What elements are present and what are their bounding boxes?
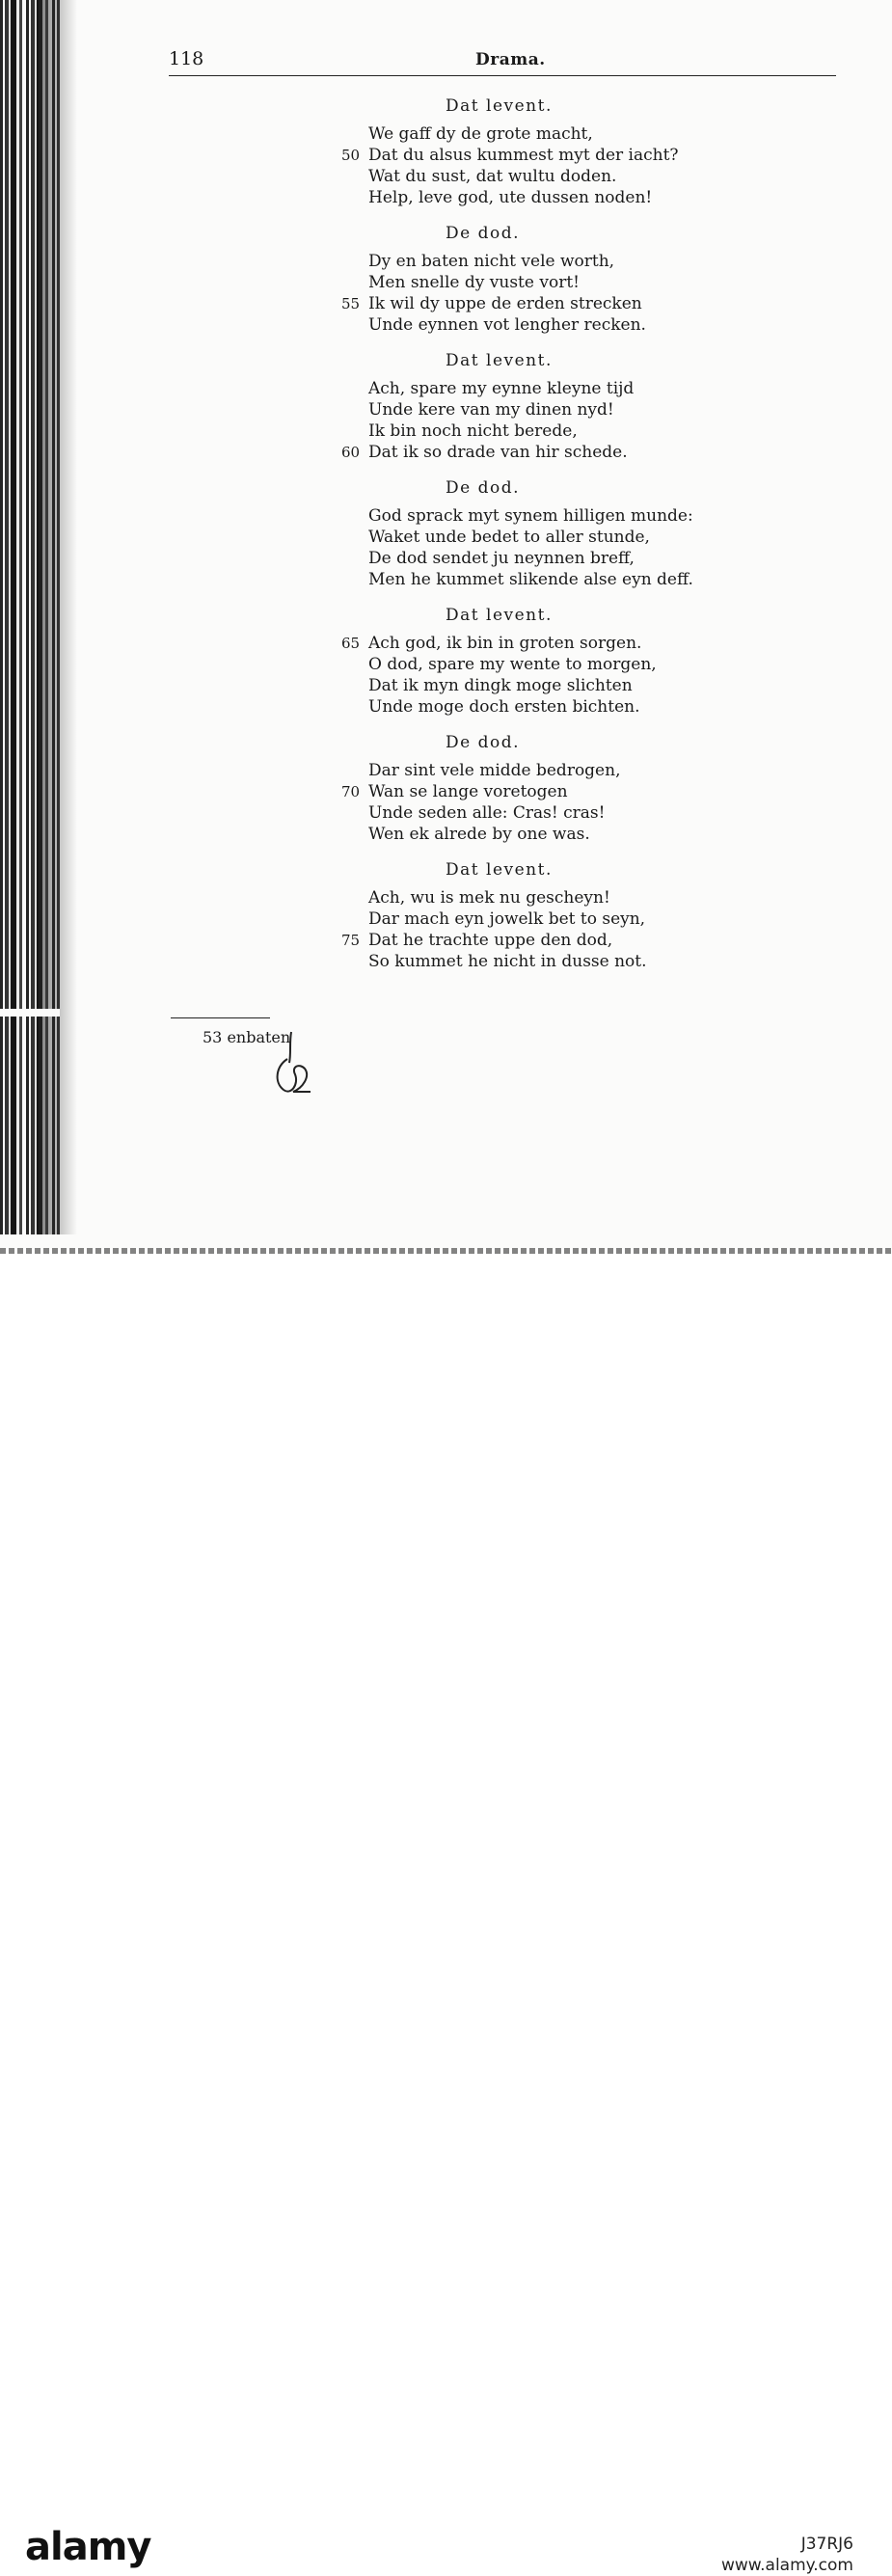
watermark-logo: alamy [25,2525,151,2569]
verse-line [338,908,820,930]
verse-line [338,548,820,569]
verse-text: De dod sendet ju neynnen breff, [368,549,635,568]
verse-line [338,781,820,802]
verse-line [338,272,820,293]
verse-text: Dat ik so drade van hir schede. [368,443,628,462]
verse-text: Ik wil dy uppe de erden strecken [368,294,642,313]
verse-text: God sprack myt synem hilligen munde: [368,506,693,526]
verse-line [338,145,820,166]
speaker-heading: De dod. [446,733,520,752]
verse-line [338,505,820,527]
watermark-band [0,1254,892,2575]
footnote: 53 enbaten [203,1028,291,1046]
verse-line [338,314,820,336]
verse-line [338,930,820,951]
verse-text: Waket unde bedet to aller stunde, [368,528,650,547]
speaker-heading: Dat levent. [446,860,553,880]
verse-text: We gaff dy de grote macht, [368,124,593,144]
verse-line [338,760,820,781]
verse-text: Ach, wu is mek nu gescheyn! [368,888,610,908]
verse-line [338,123,820,145]
verse-line [338,569,820,590]
speaker-heading: Dat levent. [446,606,553,625]
verse-text: Wan se lange voretogen [368,782,568,801]
line-number: 50 [341,147,361,164]
verse-line [338,420,820,442]
line-number: 70 [341,783,361,800]
line-number: 55 [341,295,361,312]
verse-line [338,675,820,696]
verse-text: Unde moge doch ersten bichten. [368,697,640,717]
verse-line [338,187,820,208]
stanza [338,604,820,718]
watermark-id [721,2534,853,2576]
verse-line [338,293,820,314]
speaker-heading: De dod. [446,224,520,243]
line-number: 60 [341,444,361,461]
stanza [338,349,820,463]
line-number: 65 [341,635,361,652]
verse-line [338,251,820,272]
verse-text: Wen ek alrede by one was. [368,825,590,844]
binding-gap [0,1009,60,1017]
verse-text: Men snelle dy vuste vort! [368,273,580,292]
verse-text: Dat du alsus kummest myt der iacht? [368,146,679,165]
verse-line [338,378,820,399]
verse-line [338,824,820,845]
verse-text: Help, leve god, ute dussen noden! [368,188,653,207]
binding-shadow [39,0,77,1234]
verse-line [338,527,820,548]
verse-line [338,399,820,420]
verse-line [338,633,820,654]
verse-text: Unde eynnen vot lengher recken. [368,315,646,335]
page-number: 118 [169,48,204,69]
verse-text: Unde seden alle: Cras! cras! [368,803,606,823]
verse-text: Unde kere van my dinen nyd! [368,400,614,420]
line-number: 75 [341,932,361,949]
speaker-heading: De dod. [446,478,520,498]
watermark-image-id: J37RJ6 [800,2535,853,2554]
verse-text: O dod, spare my wente to morgen, [368,655,657,674]
verse-text: Dat ik myn dingk moge slichten [368,676,633,695]
verse-line [338,696,820,718]
verse-line [338,802,820,824]
stanza [338,476,820,590]
verse-text: Ach god, ik bin in groten sorgen. [368,634,642,653]
verse-text: So kummet he nicht in dusse not. [368,952,647,971]
verse-line [338,887,820,908]
stanza [338,731,820,845]
verse-text: Dy en baten nicht vele worth, [368,252,615,271]
footnote-rule [171,1017,270,1018]
verse-line [338,654,820,675]
page-header [169,44,836,76]
poem-body [338,95,820,986]
verse-text: Dar sint vele midde bedrogen, [368,761,621,780]
verse-text: Ik bin noch nicht berede, [368,421,578,441]
verse-text: Dat he trachte uppe den dod, [368,931,613,950]
stanza [338,858,820,972]
verse-line [338,442,820,463]
library-stamp-mark [270,1024,318,1098]
verse-text: Men he kummet slikende alse eyn deff. [368,570,693,589]
verse-line [338,951,820,972]
speaker-heading: Dat levent. [446,96,553,116]
verse-text: Ach, spare my eynne kleyne tijd [368,379,635,398]
stanza [338,95,820,208]
scanned-page [0,0,892,1254]
verse-text: Wat du sust, dat wultu doden. [368,167,617,186]
running-title: Drama. [475,50,546,69]
watermark-site: www.alamy.com [720,2556,853,2575]
stanza [338,222,820,336]
speaker-heading: Dat levent. [446,351,553,370]
verse-line [338,166,820,187]
verse-text: Dar mach eyn jowelk bet to seyn, [368,909,646,929]
